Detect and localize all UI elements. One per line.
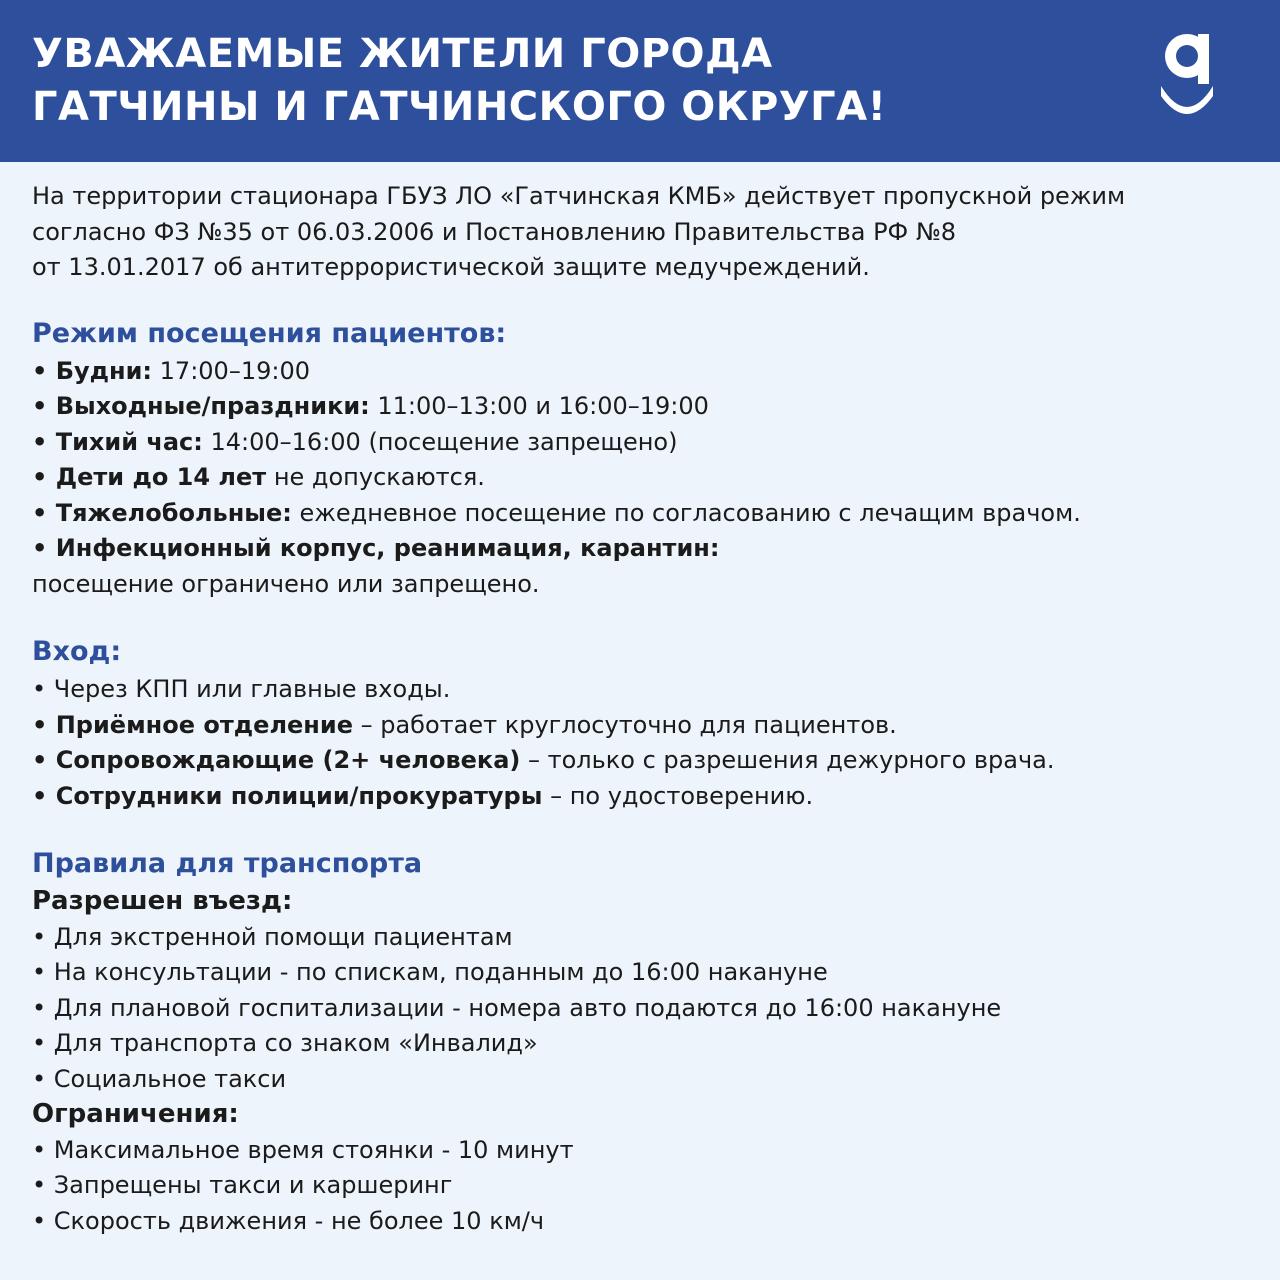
title-line-2: ГАТЧИНЫ И ГАТЧИНСКОГО ОКРУГА! [32, 84, 887, 130]
intro-line: На территории стационара ГБУЗ ЛО «Гатчинская КМБ» действует пропускной режим [32, 182, 1126, 210]
page-title [32, 28, 886, 134]
g-letter-logo-icon [1152, 28, 1222, 118]
allowed-subtitle: Разрешен въезд: [32, 886, 293, 916]
list-item: • Максимальное время стоянки - 10 минут [32, 1135, 574, 1164]
list-item-continuation: посещение ограничено или запрещено. [32, 569, 540, 598]
entrance-section [32, 632, 1252, 814]
transport-section [32, 844, 1252, 1239]
title-line-1: УВАЖАЕМЫЕ ЖИТЕЛИ ГОРОДА [32, 31, 773, 77]
entrance-title: Вход: [32, 636, 122, 667]
list-item: • На консультации - по спискам, поданным до 16:00 накануне [32, 958, 828, 986]
list-item: • Сотрудники полиции/прокуратуры – по удостоверению. [32, 781, 814, 810]
limits-subtitle: Ограничения: [32, 1099, 239, 1129]
visiting-section [32, 314, 1252, 603]
list-item: • Будни: 17:00–19:00 [32, 356, 310, 385]
list-item: • Тихий час: 14:00–16:00 (посещение запрещено) [32, 427, 678, 456]
notice-content [32, 179, 1252, 1239]
intro-line: согласно ФЗ №35 от 06.03.2006 и Постановлению Правительства РФ №8 [32, 217, 957, 246]
visiting-title: Режим посещения пациентов: [32, 317, 507, 349]
list-item: • Приёмное отделение – работает круглосуточно для пациентов. [32, 710, 897, 739]
list-item: • Тяжелобольные: ежедневное посещение по согласованию с лечащим врачом. [32, 498, 1081, 527]
transport-title: Правила для транспорта [32, 848, 423, 879]
list-item: • Запрещены такси и каршеринг [32, 1171, 453, 1199]
list-item: • Для транспорта со знаком «Инвалид» [32, 1029, 538, 1057]
list-item: • Инфекционный корпус, реанимация, карантин: [32, 534, 720, 562]
list-item: • Социальное такси [32, 1064, 287, 1093]
list-item: • Выходные/праздники: 11:00–13:00 и 16:00–19:00 [32, 392, 709, 420]
header-banner [0, 0, 1280, 162]
list-item: • Сопровождающие (2+ человека) – только с разрешения дежурного врача. [32, 746, 1055, 774]
list-item: • Дети до 14 лет не допускаются. [32, 463, 485, 491]
intro-paragraph [32, 179, 1252, 286]
list-item: • Скорость движения - не более 10 км/ч [32, 1206, 545, 1235]
list-item: • Для плановой госпитализации - номера авто подаются до 16:00 накануне [32, 993, 1002, 1022]
list-item: • Через КПП или главные входы. [32, 675, 451, 703]
list-item: • Для экстренной помощи пациентам [32, 922, 513, 951]
intro-line: от 13.01.2017 об антитеррористической защите медучреждений. [32, 253, 870, 281]
